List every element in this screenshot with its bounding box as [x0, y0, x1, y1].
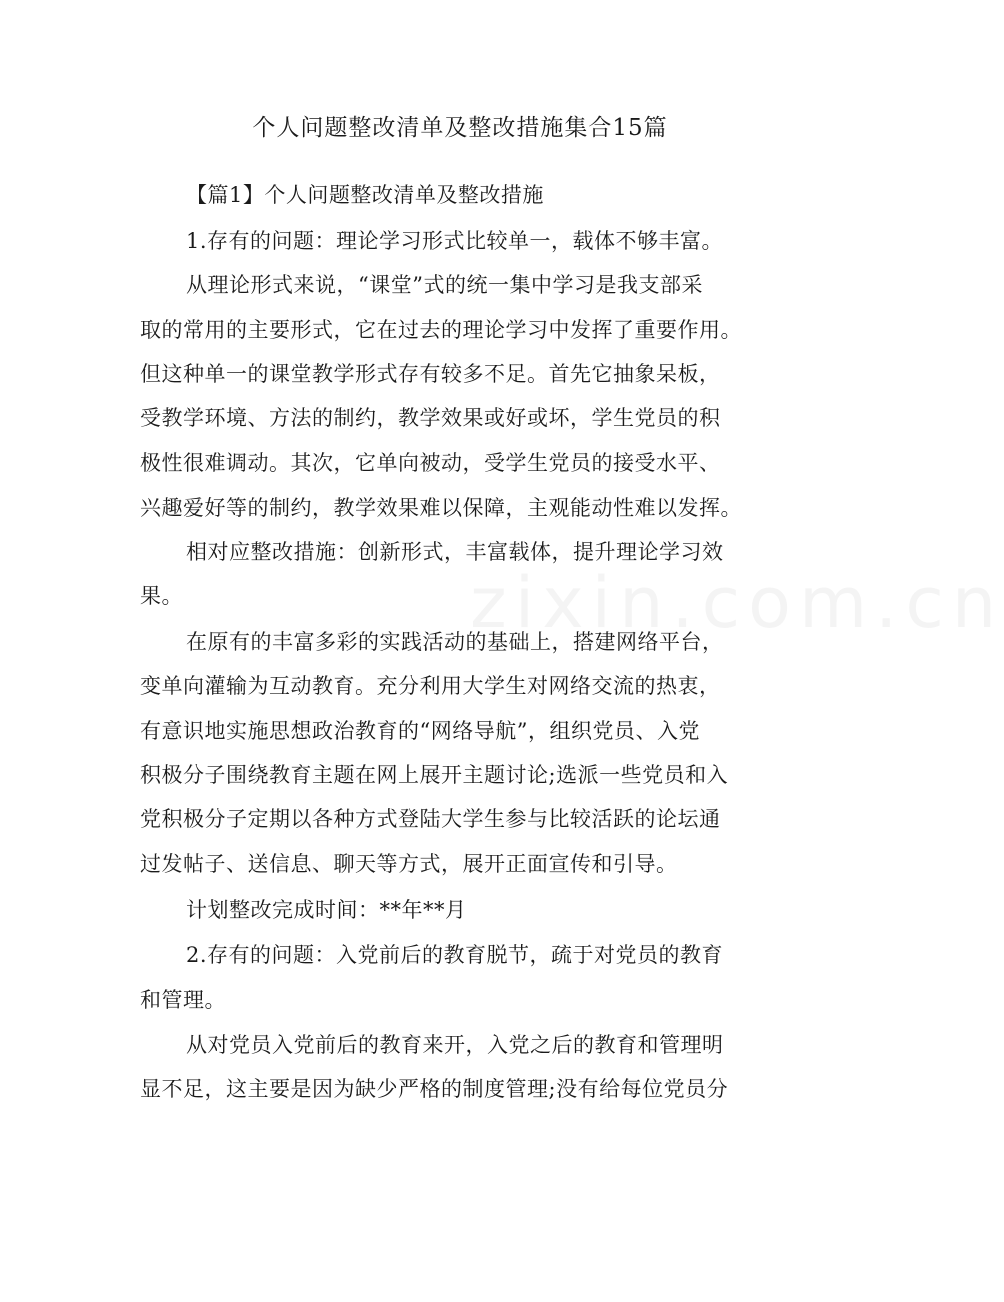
text-line: 有意识地实施思想政治教育的“网络导航”，组织党员、入党	[140, 719, 700, 743]
text-line: 相对应整改措施：创新形式，丰富载体，提升理论学习效	[186, 540, 724, 564]
text-line: 显不足，这主要是因为缺少严格的制度管理;没有给每位党员分	[140, 1077, 729, 1101]
text-line: 变单向灌输为互动教育。充分利用大学生对网络交流的热衷，	[140, 674, 721, 698]
text-line: 积极分子围绕教育主题在网上展开主题讨论;选派一些党员和入	[140, 763, 729, 787]
text-line: 1.存有的问题：理论学习形式比较单一，载体不够丰富。	[186, 229, 724, 253]
text-line: 果。	[140, 584, 183, 608]
text-line: 兴趣爱好等的制约，教学效果难以保障，主观能动性难以发挥。	[140, 496, 742, 520]
text-line: 和管理。	[140, 988, 226, 1012]
text-line: 在原有的丰富多彩的实践活动的基础上，搭建网络平台，	[186, 630, 724, 654]
text-line: 从对党员入党前后的教育来开，入党之后的教育和管理明	[186, 1033, 724, 1057]
text-line: 计划整改完成时间：**年**月	[186, 898, 467, 922]
text-line: 过发帖子、送信息、聊天等方式，展开正面宣传和引导。	[140, 852, 678, 876]
text-line: 党积极分子定期以各种方式登陆大学生参与比较活跃的论坛通	[140, 807, 721, 831]
text-line: 受教学环境、方法的制约，教学效果或好或坏，学生党员的积	[140, 406, 721, 430]
text-line: 但这种单一的课堂教学形式存有较多不足。首先它抽象呆板，	[140, 362, 721, 386]
text-line: 从理论形式来说，“课堂”式的统一集中学习是我支部采	[186, 273, 703, 297]
section-heading: 【篇1】个人问题整改清单及整改措施	[186, 183, 544, 207]
text-line: 2.存有的问题：入党前后的教育脱节，疏于对党员的教育	[186, 943, 724, 967]
text-line: 极性很难调动。其次，它单向被动，受学生党员的接受水平、	[140, 451, 721, 475]
document-title: 个人问题整改清单及整改措施集合15篇	[252, 115, 668, 141]
watermark: zixin.com.cn	[470, 562, 1004, 644]
text-line: 取的常用的主要形式，它在过去的理论学习中发挥了重要作用。	[140, 318, 742, 342]
